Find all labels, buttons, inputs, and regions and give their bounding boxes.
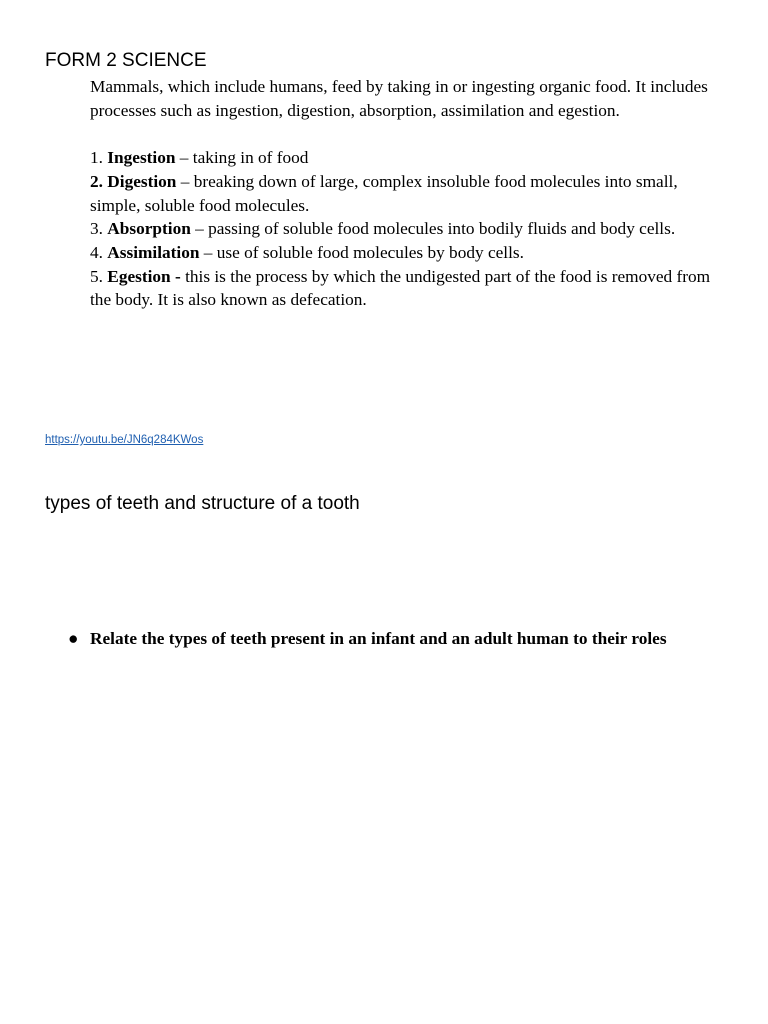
objective-text: Relate the types of teeth present in an infant and an adult human to their roles — [90, 629, 667, 648]
objective-bullet — [68, 627, 728, 651]
process-definition: – breaking down of large, complex insoluble food molecules into small, simple, soluble food molecules. — [90, 171, 678, 215]
intro-section — [90, 75, 730, 312]
process-item-ingestion — [90, 146, 730, 170]
process-number: 4. — [90, 242, 103, 262]
process-item-assimilation — [90, 241, 730, 265]
process-number: 1. — [90, 148, 103, 168]
page-title: FORM 2 SCIENCE — [45, 50, 207, 71]
process-definition: – use of soluble food molecules by body cells. — [199, 242, 524, 262]
process-term: Absorption — [107, 219, 191, 239]
process-item-absorption — [90, 217, 730, 241]
process-number: 2. — [90, 171, 103, 191]
bullet-icon: ● — [68, 629, 79, 648]
process-term: Ingestion — [107, 148, 176, 168]
process-item-egestion — [90, 265, 730, 312]
section-heading: types of teeth and structure of a tooth — [45, 493, 360, 514]
process-number: 3. — [90, 219, 103, 239]
process-item-digestion — [90, 170, 730, 217]
process-number: 5. — [90, 266, 103, 286]
process-definition: – taking in of food — [175, 148, 309, 168]
intro-sentence-1: Mammals, which include humans, feed by taking in or ingesting organic food. — [90, 77, 632, 96]
paragraph-spacer — [90, 122, 730, 146]
process-definition: this is the process by which the undigested part of the food is removed from the body. It is also known as defecation. — [90, 266, 711, 310]
process-term: Egestion - — [107, 266, 181, 286]
process-term: Assimilation — [107, 242, 200, 262]
video-link[interactable]: https://youtu.be/JN6q284KWos — [45, 434, 204, 446]
process-definition: – passing of soluble food molecules into bodily fluids and body cells. — [190, 219, 676, 239]
intro-paragraph — [90, 75, 730, 122]
intro-sentence-2: It includes processes such as ingestion, digestion, absorption, assimilation and egestion. — [90, 77, 708, 120]
process-term: Digestion — [107, 171, 177, 191]
